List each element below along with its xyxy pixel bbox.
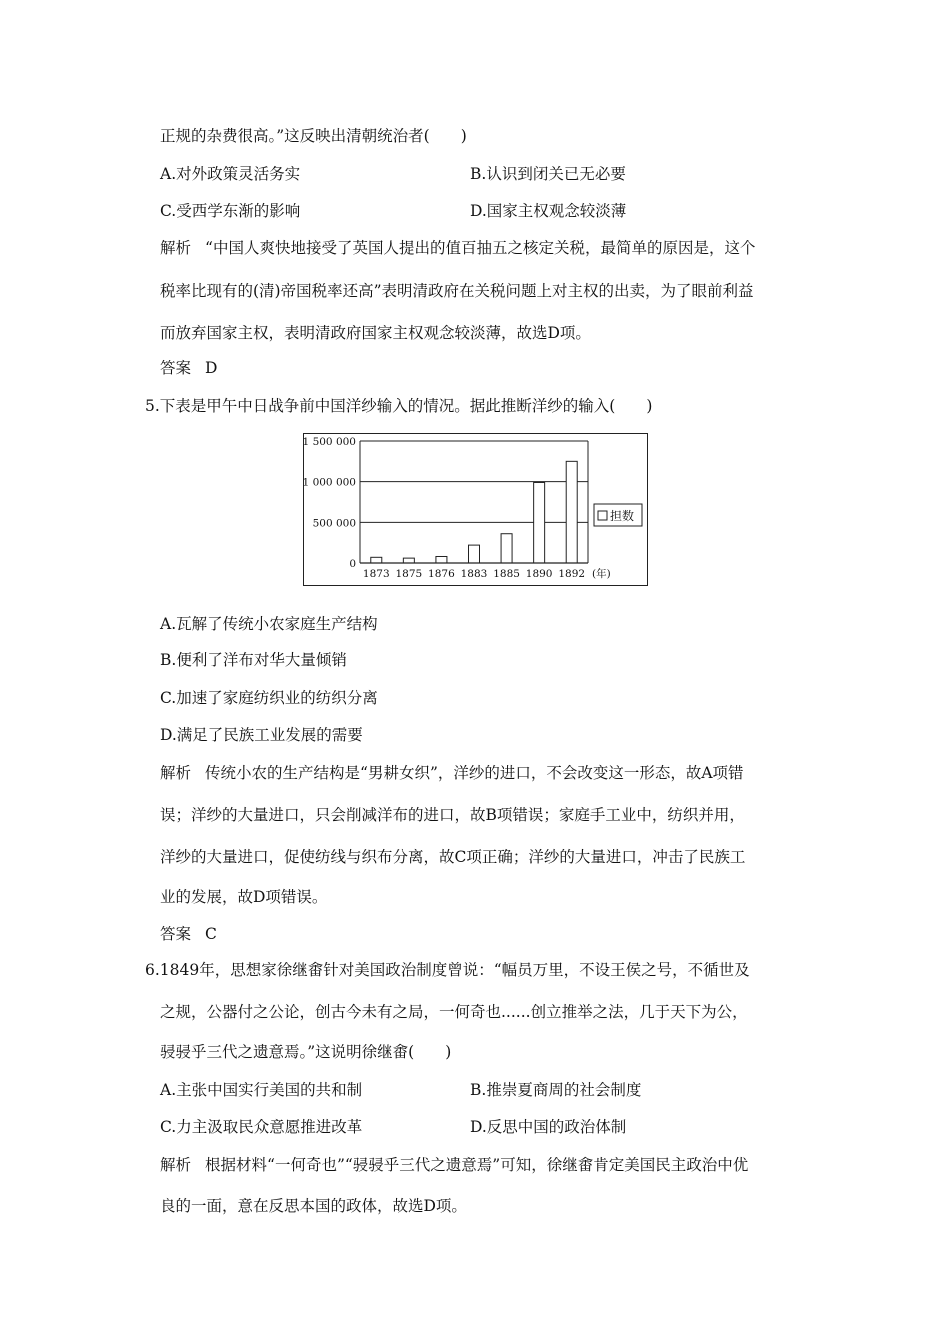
q5-analysis-line-3: 洋纱的大量进口，促使纺线与织布分离，故C项正确；洋纱的大量进口，冲击了民族工 xyxy=(160,848,746,866)
x-tick-label: 1875 xyxy=(395,568,423,580)
q5-stem: 5.下表是甲午中日战争前中国洋纱输入的情况。据此推断洋纱的输入( ) xyxy=(145,397,653,415)
x-tick-label: 1883 xyxy=(460,568,488,580)
q6-analysis-label: 解析 xyxy=(160,1156,192,1174)
q4-option-a[interactable]: A.对外政策灵活务实 xyxy=(160,165,301,183)
q6-option-d[interactable]: D.反思中国的政治体制 xyxy=(470,1118,627,1136)
q4-option-c[interactable]: C.受西学东渐的影响 xyxy=(160,202,301,220)
q4-analysis-line-1 xyxy=(160,238,755,258)
x-unit-label: (年) xyxy=(592,568,611,580)
q5-option-a[interactable]: A.瓦解了传统小农家庭生产结构 xyxy=(160,615,378,633)
q6-option-b[interactable]: B.推崇夏商周的社会制度 xyxy=(470,1081,642,1099)
q5-analysis-label: 解析 xyxy=(160,764,192,782)
bar-1883 xyxy=(469,545,480,563)
y-tick-label: 1 000 000 xyxy=(303,476,356,489)
q6-stem-line-1: 6.1849年，思想家徐继畬针对美国政治制度曾说：“幅员万里，不设王侯之号，不循世及 xyxy=(145,961,750,979)
y-tick-label: 1 500 000 xyxy=(303,436,356,448)
q6-option-c[interactable]: C.力主汲取民众意愿推进改革 xyxy=(160,1118,363,1136)
bar-1875 xyxy=(403,558,414,563)
q5-answer-label: 答案 xyxy=(160,925,192,943)
q4-analysis-label: 解析 xyxy=(160,239,192,257)
bar-1892 xyxy=(566,461,577,563)
q4-answer-label: 答案 xyxy=(160,359,192,377)
bar-1876 xyxy=(436,556,447,563)
q4-option-d[interactable]: D.国家主权观念较淡薄 xyxy=(470,202,627,220)
q4-analysis-line-2: 税率比现有的(清)帝国税率还高”表明清政府在关税问题上对主权的出卖，为了眼前利益 xyxy=(160,282,754,300)
q4-option-b[interactable]: B.认识到闭关已无必要 xyxy=(470,165,626,183)
x-tick-label: 1890 xyxy=(525,568,553,580)
q5-analysis-line-1 xyxy=(160,763,744,783)
q4-analysis-text-1: “中国人爽快地接受了英国人提出的值百抽五之核定关税，最简单的原因是，这个 xyxy=(205,239,756,257)
bar-1885 xyxy=(501,534,512,563)
q6-option-a[interactable]: A.主张中国实行美国的共和制 xyxy=(160,1081,363,1099)
x-tick-label: 1892 xyxy=(558,568,586,580)
q5-analysis-line-4: 业的发展，故D项错误。 xyxy=(160,888,328,906)
q5-option-b[interactable]: B.便利了洋布对华大量倾销 xyxy=(160,651,347,669)
y-tick-label: 500 000 xyxy=(312,517,356,530)
legend-swatch xyxy=(598,511,607,520)
yarn-import-chart xyxy=(303,433,648,586)
q4-analysis-line-3: 而放弃国家主权，表明清政府国家主权观念较淡薄，故选D项。 xyxy=(160,324,591,342)
q5-analysis-text-1: 传统小农的生产结构是“男耕女织”，洋纱的进口，不会改变这一形态，故A项错 xyxy=(205,764,744,782)
q5-answer-value: C xyxy=(205,925,217,943)
q6-analysis-line-1 xyxy=(160,1155,748,1175)
q6-stem-line-3: 骎骎乎三代之遗意焉。”这说明徐继畬( ) xyxy=(160,1043,452,1061)
q5-analysis-line-2: 误；洋纱的大量进口，只会削减洋布的进口，故B项错误；家庭手工业中，纺织并用， xyxy=(160,806,745,824)
q4-answer-value: D xyxy=(205,359,218,377)
yarn-import-chart-svg xyxy=(303,433,648,586)
legend-label: 担数 xyxy=(610,509,635,523)
x-tick-label: 1885 xyxy=(493,568,520,580)
q4-answer xyxy=(160,358,217,378)
bar-1873 xyxy=(371,557,382,563)
q5-option-c[interactable]: C.加速了家庭纺织业的纺织分离 xyxy=(160,689,378,707)
q4-stem-tail: 正规的杂费很高。”这反映出清朝统治者( ) xyxy=(160,127,467,145)
x-tick-label: 1873 xyxy=(362,568,390,580)
x-tick-label: 1876 xyxy=(428,568,455,580)
q6-stem-line-2: 之规，公器付之公论，创古今未有之局，一何奇也......创立推举之法，几于天下为公， xyxy=(160,1003,748,1021)
q6-analysis-text-1: 根据材料“一何奇也”“骎骎乎三代之遗意焉”可知，徐继畬肯定美国民主政治中优 xyxy=(205,1156,749,1174)
bar-1890 xyxy=(534,482,545,563)
y-tick-label: 0 xyxy=(349,558,356,570)
q5-option-d[interactable]: D.满足了民族工业发展的需要 xyxy=(160,726,363,744)
q5-answer xyxy=(160,924,217,944)
q6-analysis-line-2: 良的一面，意在反思本国的政体，故选D项。 xyxy=(160,1197,467,1215)
